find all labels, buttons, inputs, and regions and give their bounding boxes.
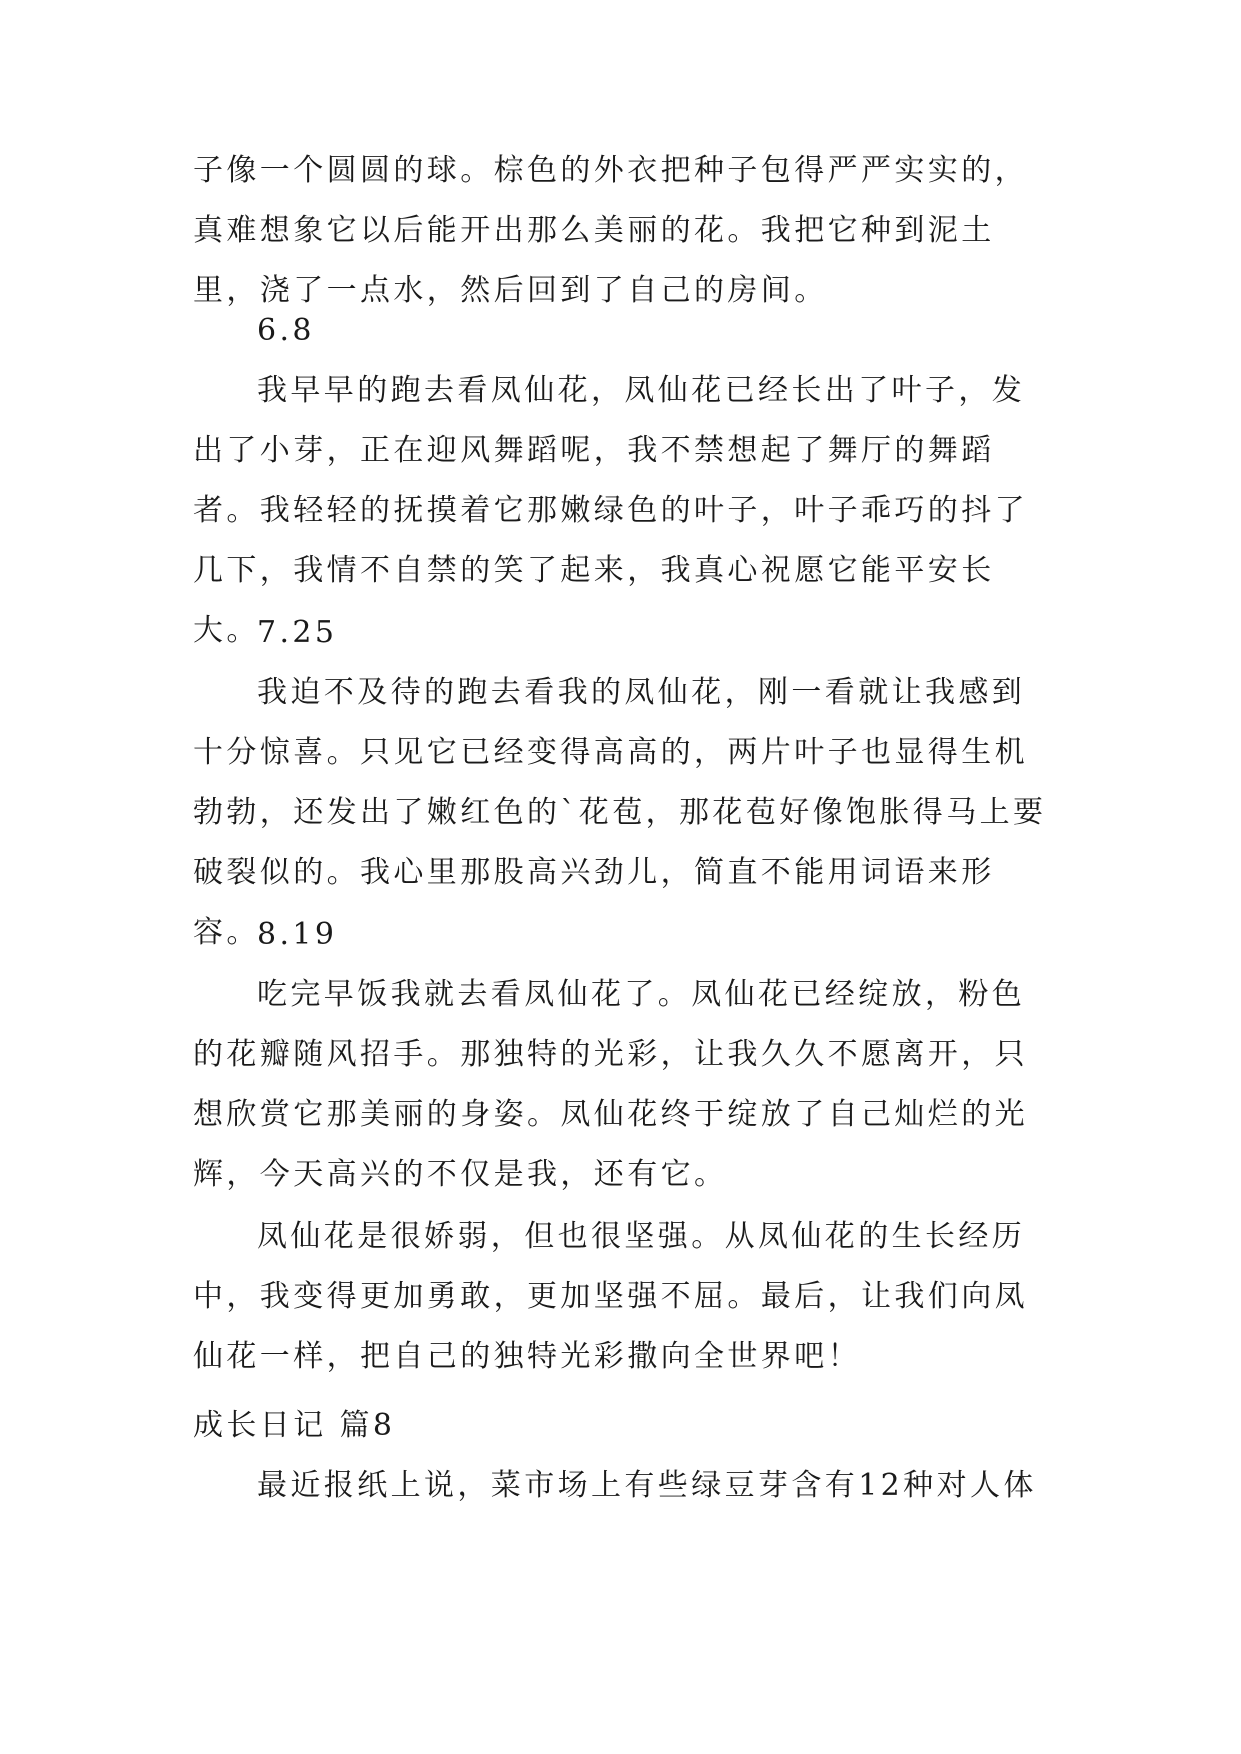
date-entry-6-8: 6.8 xyxy=(257,313,315,348)
paragraph-sprout: 我早早的跑去看凤仙花，凤仙花已经长出了叶子，发出了小芽，正在迎风舞蹈呢，我不禁想起了舞厅的舞蹈者。我轻轻的抚摸着它那嫩绿色的叶子，叶子乖巧的抖了几下，我情不自禁的笑了起来，我真心祝愿它能平安长大。 xyxy=(193,373,1028,648)
paragraph-section-8: 最近报纸上说，菜市场上有些绿豆芽含有12种对人体 xyxy=(257,1468,1037,1503)
date-entry-7-25: 7.25 xyxy=(257,615,338,650)
paragraph-bloom: 吃完早饭我就去看凤仙花了。凤仙花已经绽放，粉色的花瓣随风招手。那独特的光彩，让我久久不愿离开，只想欣赏它那美丽的身姿。凤仙花终于绽放了自己灿烂的光辉，今天高兴的不仅是我，还有它。 xyxy=(193,977,1028,1192)
section-title: 成长日记 篇8 xyxy=(193,1408,396,1443)
paragraph-bud: 我迫不及待的跑去看我的凤仙花，刚一看就让我感到十分惊喜。只见它已经变得高高的，两片叶子也显得生机勃勃，还发出了嫩红色的`花苞，那花苞好像饱胀得马上要破裂似的。我心里那股高兴劲儿，简直不能用词语来形容。 xyxy=(193,675,1047,950)
paragraph-conclusion: 凤仙花是很娇弱，但也很坚强。从凤仙花的生长经历中，我变得更加勇敢，更加坚强不屈。最后，让我们向凤仙花一样，把自己的独特光彩撒向全世界吧！ xyxy=(193,1219,1028,1374)
date-entry-8-19: 8.19 xyxy=(257,917,338,952)
paragraph-seed: 子像一个圆圆的球。棕色的外衣把种子包得严严实实的，真难想象它以后能开出那么美丽的花。我把它种到泥土里，浇了一点水，然后回到了自己的房间。 xyxy=(193,153,1028,308)
